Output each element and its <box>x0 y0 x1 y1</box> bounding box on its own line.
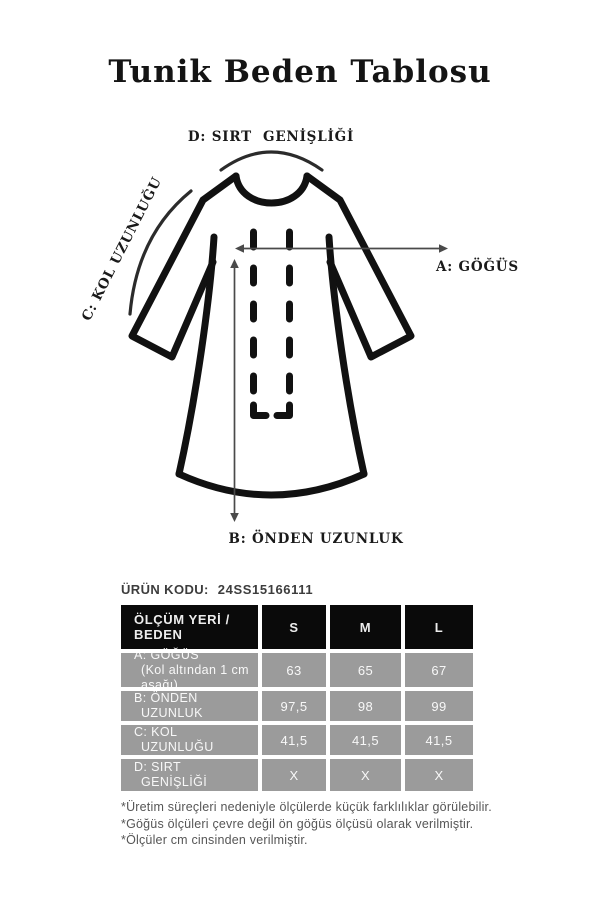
footnotes <box>121 799 492 849</box>
front-length-arrowhead-down <box>230 513 239 522</box>
table-row-label-front-length: B: ÖNDEN UZUNLUK <box>121 691 258 721</box>
table-header-size-l: L <box>405 605 473 649</box>
footnote-production: *Üretim süreçleri nedeniyle ölçülerde küçük farklılıklar görülebilir. <box>121 800 492 814</box>
chest-arrowhead-left <box>235 244 244 253</box>
table-cell-back-width-s: X <box>262 759 326 791</box>
chest-arrowhead-right <box>439 244 448 253</box>
neckline-path <box>236 176 307 203</box>
table-cell-back-width-m: X <box>330 759 401 791</box>
front-length-arrowhead-up <box>230 259 239 268</box>
placket-hook-right <box>277 405 290 416</box>
table-cell-front-length-m: 98 <box>330 691 401 721</box>
sleeve-length-label: C: KOL UZUNLUĞU <box>78 174 166 324</box>
footnote-chest-measure: *Göğüs ölçüleri çevre değil ön göğüs ölçüsü olarak verilmiştir. <box>121 816 474 831</box>
table-cell-chest-l: 67 <box>405 653 473 687</box>
hem-path <box>179 474 364 495</box>
table-cell-chest-s: 63 <box>262 653 326 687</box>
table-row-label-back-width: D: SIRT GENİŞLİĞİ <box>121 759 258 791</box>
size-table <box>121 605 473 791</box>
table-cell-front-length-l: 99 <box>405 691 473 721</box>
chest-label: A: GÖĞÜS <box>436 259 519 275</box>
table-row-label-chest: A: GÖĞÜS (Kol altından 1 cm aşağı) <box>121 653 258 687</box>
placket-hook-left <box>254 405 267 416</box>
left-body-seam-path <box>179 237 214 474</box>
table-cell-back-width-l: X <box>405 759 473 791</box>
product-code <box>121 582 313 597</box>
table-row-label-sleeve-length: C: KOL UZUNLUĞU <box>121 725 258 755</box>
back-width-arc <box>221 152 322 170</box>
footnote-cm-units: *Ölçüler cm cinsinden verilmiştir. <box>121 833 308 847</box>
table-cell-sleeve-length-m: 41,5 <box>330 725 401 755</box>
table-cell-sleeve-length-l: 41,5 <box>405 725 473 755</box>
table-cell-front-length-s: 97,5 <box>262 691 326 721</box>
table-header-measure: ÖLÇÜM YERİ / BEDEN <box>121 605 258 649</box>
table-cell-sleeve-length-s: 41,5 <box>262 725 326 755</box>
right-body-seam-path <box>329 237 364 474</box>
front-length-label: B: ÖNDEN UZUNLUK <box>228 531 404 547</box>
product-code-label: ÜRÜN KODU: <box>121 582 209 597</box>
table-cell-chest-m: 65 <box>330 653 401 687</box>
product-code-value: 24SS15166111 <box>217 582 314 597</box>
back-width-label: D: SIRT GENİŞLİĞİ <box>187 129 355 145</box>
page-title: Tunik Beden Tablosu <box>108 54 492 90</box>
table-header-size-s: S <box>262 605 326 649</box>
table-header-size-m: M <box>330 605 401 649</box>
right-sleeve-path <box>307 176 411 357</box>
